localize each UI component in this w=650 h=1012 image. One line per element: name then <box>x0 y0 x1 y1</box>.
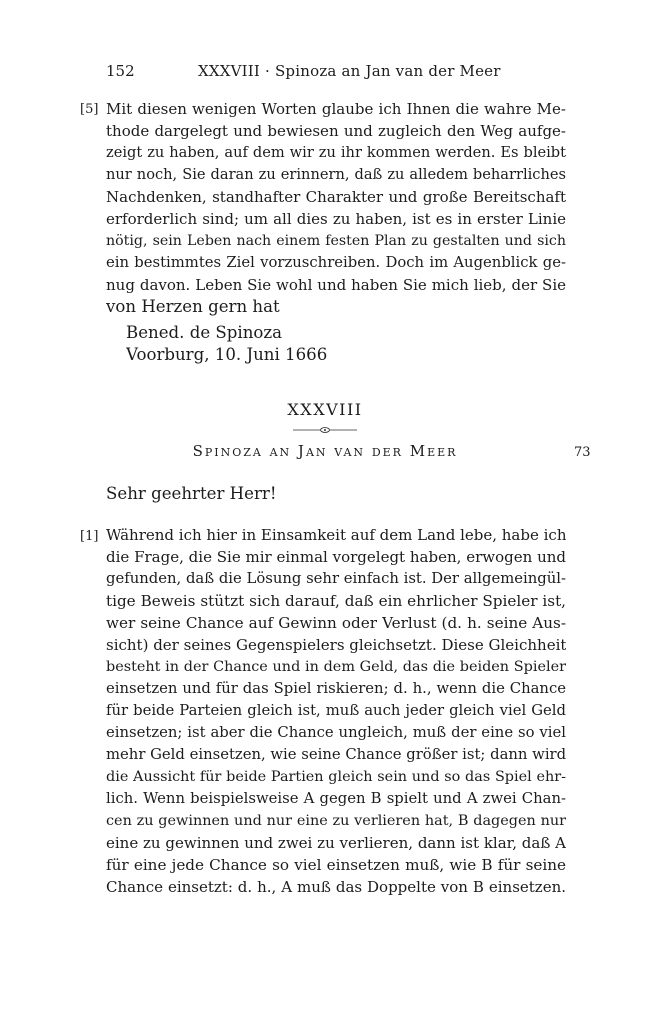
ornament-divider <box>293 425 357 435</box>
text-line: einsetzen; ist aber die Chance ungleich, muß der eine so viel <box>106 724 566 741</box>
text-line: zeigt zu haben, auf dem wir zu ihr kommen werden. Es bleibt <box>106 144 566 161</box>
text-line: sicht) der seines Gegenspielers gleichsetzt. Diese Gleichheit <box>106 636 566 654</box>
text-line: wer seine Chance auf Gewinn oder Verlust (d. h. seine Aus- <box>106 614 566 632</box>
text-line: besteht in der Chance und in dem Geld, das die beiden Spieler <box>106 659 566 675</box>
page-number: 152 <box>106 62 135 80</box>
text-line: eine zu gewinnen und zwei zu verlieren, dann ist klar, daß A <box>106 834 566 852</box>
text-line: Mit diesen wenigen Worten glaube ich Ihnen die wahre Me- <box>106 100 566 118</box>
paragraph-marker-5: [5] <box>80 102 99 117</box>
text-line: nötig, sein Leben nach einem festen Plan zu gestalten und sich <box>106 233 566 249</box>
paragraph-1 <box>106 524 566 898</box>
signature-block <box>126 322 426 366</box>
text-line: cen zu gewinnen und nur eine zu verlieren hat, B dagegen nur <box>106 813 566 829</box>
salutation: Sehr geehrter Herr! <box>106 484 277 503</box>
text-line: für eine jede Chance so viel einsetzen muß, wie B für seine <box>106 856 566 874</box>
text-line: Chance einsetzt: d. h., A muß das Doppelte von B einsetzen. <box>106 878 566 896</box>
text-line: Während ich hier in Einsamkeit auf dem Land lebe, habe ich <box>106 526 566 544</box>
text-line: gefunden, daß die Lösung sehr einfach ist. Der allgemeingül- <box>106 570 566 587</box>
text-line: ein bestimmtes Ziel vorzuschreiben. Doch im Augenblick ge- <box>106 254 566 271</box>
text-line: nur noch, Sie daran zu erinnern, daß zu alledem beharrliches <box>106 166 566 183</box>
running-header <box>106 62 566 82</box>
text-line: für beide Parteien gleich ist, muß auch jeder gleich viel Geld <box>106 702 566 719</box>
text-line: die Frage, die Sie mir einmal vorgelegt haben, erwogen und <box>106 548 566 566</box>
text-line: die Aussicht für beide Partien gleich sein und so das Spiel ehr- <box>106 769 566 785</box>
paragraph-5 <box>106 98 566 318</box>
text-line: thode dargelegt und bewiesen und zugleich den Weg aufge- <box>106 122 566 140</box>
margin-page-number: 73 <box>574 445 591 460</box>
letter-title: Spinoza an Jan van der Meer <box>192 442 458 460</box>
text-line: nug davon. Leben Sie wohl und haben Sie mich lieb, der Sie <box>106 276 566 294</box>
text-line: von Herzen gern hat <box>106 297 280 316</box>
running-title: XXXVIII · Spinoza an Jan van der Meer <box>198 62 501 80</box>
text-line: tige Beweis stützt sich darauf, daß ein ehrlicher Spieler ist, <box>106 592 566 610</box>
paragraph-marker-1: [1] <box>80 529 99 544</box>
text-line: Nachdenken, standhafter Charakter und große Bereitschaft <box>106 188 566 206</box>
signature-name: Bened. de Spinoza <box>126 323 283 342</box>
text-line: erforderlich sind; um all dies zu haben, ist es in erster Linie <box>106 210 566 228</box>
letter-number: XXXVIII <box>287 400 363 419</box>
text-line: einsetzen und für das Spiel riskieren; d. h., wenn die Chance <box>106 680 566 697</box>
text-line: lich. Wenn beispielsweise A gegen B spielt und A zwei Chan- <box>106 790 566 807</box>
text-line: mehr Geld einsetzen, wie seine Chance größer ist; dann wird <box>106 746 566 763</box>
signature-place-date: Voorburg, 10. Juni 1666 <box>126 345 328 364</box>
